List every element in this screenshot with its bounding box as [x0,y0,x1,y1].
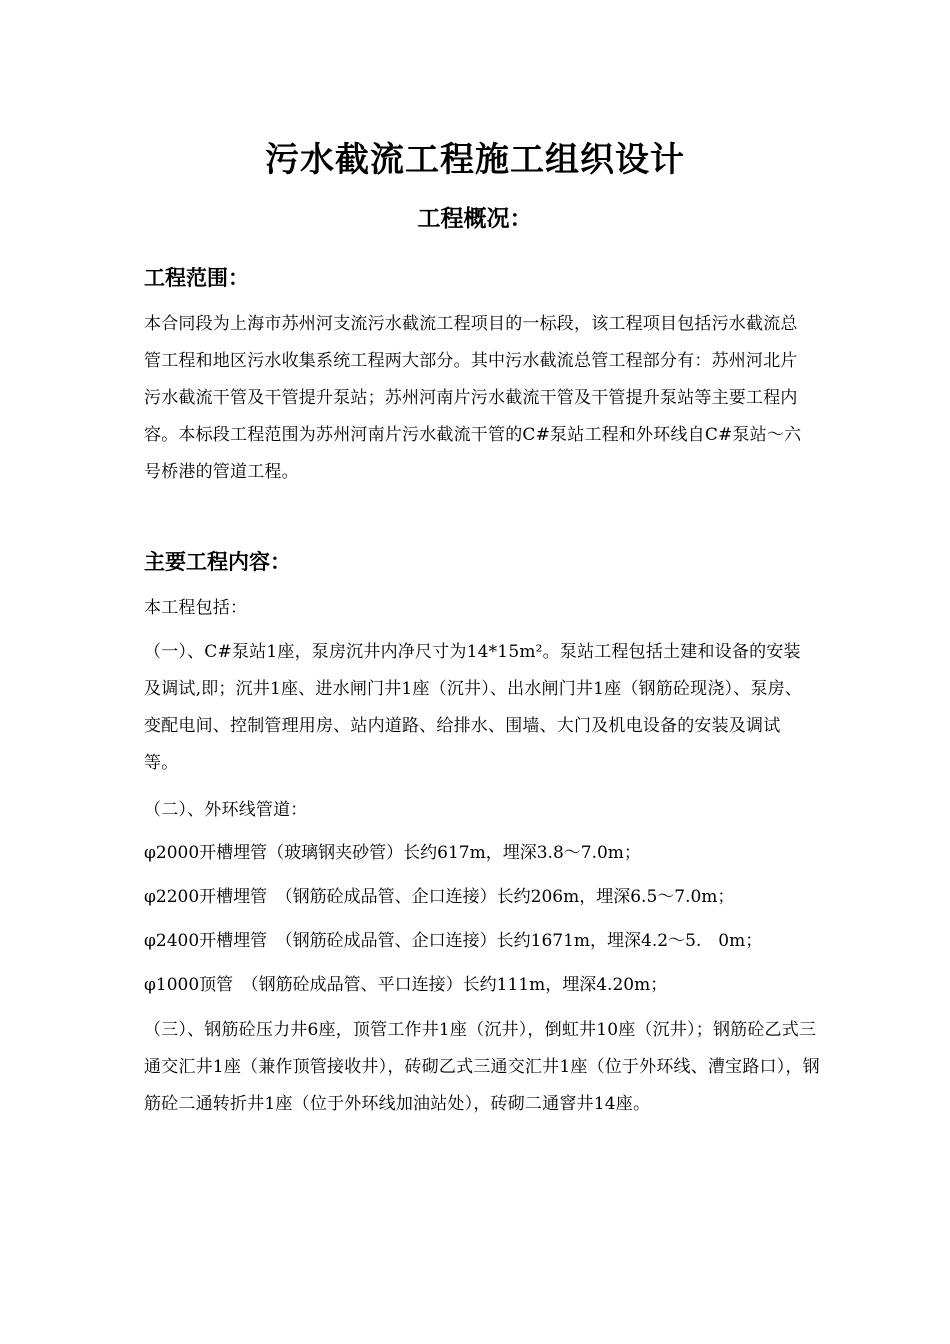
pipe-line-4: φ1000顶管 （钢筋砼成品管、平口连接）长约111m，埋深4.20m； [144,975,668,995]
works-item-1: （一）、C#泵站1座，泵房沉井内净尺寸为14*15m²。泵站工程包括土建和设备的安装及调试,即；沉井1座、进水闸门井1座（沉井）、出水闸门井1座（钢筋砼现浇）、泵房、变配电间、控制管理用房、站内道路、给排水、围墙、大门及机电设备的安装及调试等。 [144,642,803,773]
document-title: 污水截流工程施工组织设计 [265,140,685,180]
scope-paragraph: 本合同段为上海市苏州河支流污水截流工程项目的一标段，该工程项目包括污水截流总管工程和地区污水收集系统工程两大部分。其中污水截流总管工程部分有：苏州河北片污水截流干管及干管提升泵站；苏州河南片污水截流干管及干管提升泵站等主要工程内容。本标段工程范围为苏州河南片污水截流干管的C#泵站工程和外环线自C#泵站～六号桥港的管道工程。 [144,314,802,482]
pipe-line-1: φ2000开槽埋管（玻璃钢夹砂管）长约617m，埋深3.8～7.0m； [144,843,641,863]
works-item-3: （三）、钢筋砼压力井6座，顶管工作井1座（沉井），倒虹井10座（沉井）；钢筋砼乙式三通交汇井1座（兼作顶管接收井），砖砌乙式三通交汇井1座（位于外环线、漕宝路口），钢筋砼二通转折井1座（位于外环线加油站处），砖砌二通窨井14座。 [144,1020,820,1114]
works-item-2: （二）、外环线管道： [144,800,308,820]
pipe-line-2: φ2200开槽埋管 （钢筋砼成品管、企口连接）长约206m，埋深6.5～7.0m； [144,887,735,907]
pipe-line-3: φ2400开槽埋管 （钢筋砼成品管、企口连接）长约1671m，埋深4.2～5. 0m； [144,931,763,951]
document-subtitle: 工程概况： [417,206,533,232]
main-works-intro: 本工程包括： [144,598,248,618]
section-heading-scope: 工程范围： [144,266,249,290]
section-heading-main-works: 主要工程内容： [144,550,291,574]
